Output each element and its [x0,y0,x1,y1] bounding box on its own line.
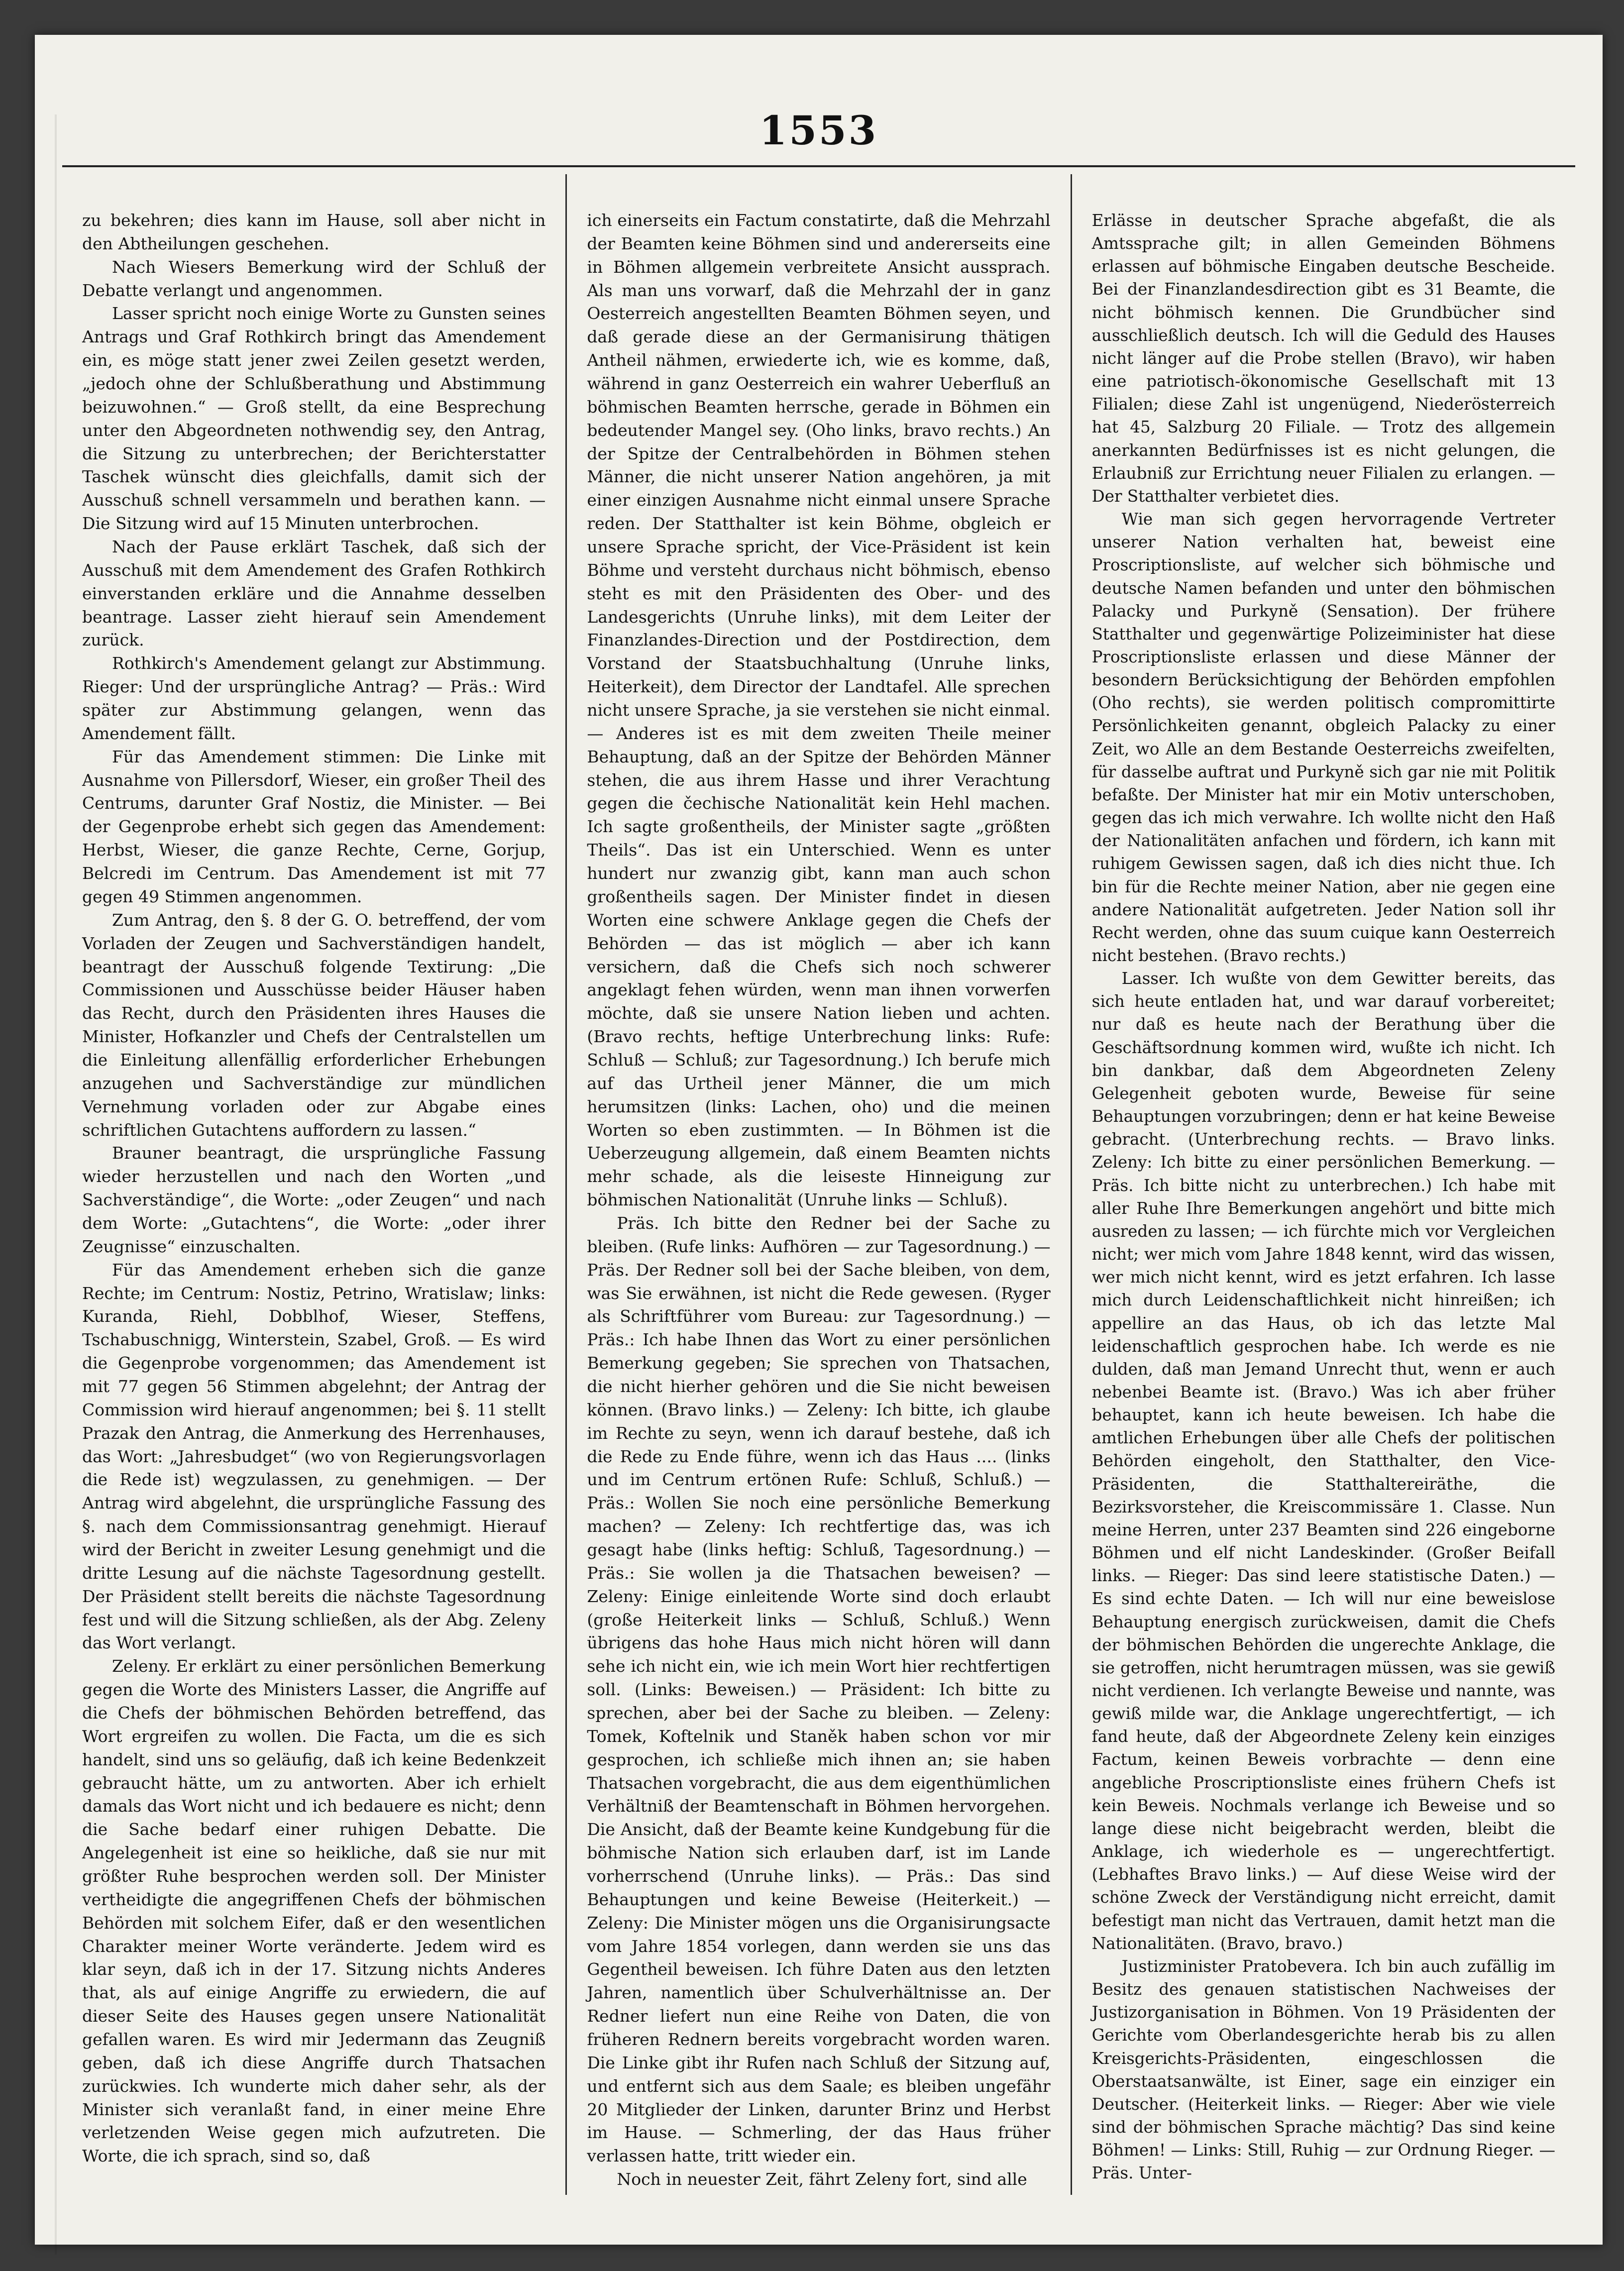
paragraph: zu bekehren; dies kann im Hause, soll aber nicht in den Abtheilungen geschehen. [82,211,546,253]
newspaper-page [35,35,1603,2245]
page-number: 1553 [759,107,878,154]
paragraph: Nach Wiesers Bemerkung wird der Schluß der Debatte verlangt und angenommen. [82,257,546,300]
paragraph: Erlässe in deutscher Sprache abgefaßt, die als Amtssprache gilt; in allen Gemeinden Böhmens erlassen auf böhmische Eingaben deutsche Bescheide. Bei der Finanzlandesdirection gibt es 31 Beamte, die nicht böhmisch kennen. Die Grundbücher sind ausschließlich deutsch. Ich will die Geduld des Hauses nicht länger auf die Probe stellen (Bravo), wir haben eine patriotisch-ökonomische Gesellschaft mit 13 Filialen; diese Zahl ist ungenügend, Niederösterreich hat 45, Salzburg 20 Filiale. — Trotz des allgemein anerkannten Bedürfnisses ist es nicht gelungen, die Erlaubniß zur Errichtung neuer Filialen zu erlangen. — Der Statthalter verbietet dies. [1091,211,1555,506]
paragraph: Rothkirch's Amendement gelangt zur Abstimmung. Rieger: Und der ursprüngliche Antrag? — Präs.: Wird später zur Abstimmung gelangen, wenn das Amendement fällt. [82,653,546,743]
paragraph: Noch in neuester Zeit, fährt Zeleny fort, sind alle [617,2169,1027,2189]
column-left [62,174,565,2195]
paragraph: Zeleny. Er erklärt zu einer persönlichen Bemerkung gegen die Worte des Ministers Lasser, die Angriffe auf die Chefs der böhmischen Behörden betreffend, das Wort ergreifen zu wollen. Die Facta, um die es sich handelt, sind uns so geläufig, daß ich keine Bedenkzeit gebraucht hätte, um zu antworten. Aber ich erhielt damals das Wort nicht und ich bedauere es nicht; denn die Sache bedarf einer ruhigen Debatte. Die Angelegenheit ist eine so heikliche, daß sie nur mit größter Ruhe besprochen werden soll. Der Minister vertheidigte die angegriffenen Chefs der böhmischen Behörden mit solchem Eifer, daß er den wesentlichen Charakter meiner Worte veränderte. Jedem wird es klar seyn, daß ich in der 17. Sitzung nichts Anderes that, als auf einige Angriffe zu erwiedern, die auf dieser Seite des Hauses gegen unsere Nationalität gefallen waren. Es wird mir Jedermann das Zeugniß geben, daß ich diese Angriffe durch Thatsachen zurückwies. Ich wunderte mich daher sehr, als der Minister sich veranlaßt fand, in einer meine Ehre verletzenden Weise gegen mich aufzutreten. Die Worte, die ich sprach, sind so, daß [82,1656,546,2166]
paragraph: Für das Amendement erheben sich die ganze Rechte; im Centrum: Nostiz, Petrino, Wratislaw; links: Kuranda, Riehl, Dobblhof, Wieser, Steffens, Tschabuschnigg, Winterstein, Szabel, Groß. — Es wird die Gegenprobe vorgenommen; das Amendement ist mit 77 gegen 56 Stimmen abgelehnt; der Antrag der Commission wird hierauf angenommen; bei §. 11 stellt Prazak den Antrag, die Anmerkung des Herrenhauses, das Wort: „Jahresbudget“ (wo von Regierungsvorlagen die Rede ist) wegzulassen, zu genehmigen. — Der Antrag wird abgelehnt, die ursprüngliche Fassung des §. nach dem Commissionsantrag genehmigt. Hierauf wird der Bericht in zweiter Lesung genehmigt und die dritte Lesung auf die nächste Tagesordnung gestellt. Der Präsident stellt bereits die nächste Tagesordnung fest und will die Sitzung schließen, als der Abg. Zeleny das Wort verlangt. [82,1260,546,1653]
paragraph: Präs. Ich bitte den Redner bei der Sache zu bleiben. (Rufe links: Aufhören — zur Tagesordnung.) — Präs. Der Redner soll bei der Sache bleiben, von dem, was Sie erwähnen, ist nicht die Rede gewesen. (Ryger als Schriftführer vom Bureau: zur Tagesordnung.) — Präs.: Ich habe Ihnen das Wort zu einer persönlichen Bemerkung gegeben; Sie sprechen von Thatsachen, die nicht hierher gehören und die Sie nicht beweisen können. (Bravo links.) — Zeleny: Ich bitte, ich glaube im Rechte zu seyn, wenn ich darauf bestehe, daß ich die Rede zu Ende führe, wenn ich das Haus .... (links und im Centrum ertönen Rufe: Schluß, Schluß.) — Präs.: Wollen Sie noch eine persönliche Bemerkung machen? — Zeleny: Ich rechtfertige das, was ich gesagt habe (links heftig: Schluß, Tagesordnung.) — Präs.: Sie wollen ja die Thatsachen beweisen? — Zeleny: Einige einleitende Worte sind doch erlaubt (große Heiterkeit links — Schluß, Schluß.) Wenn übrigens das hohe Haus mich nicht hören will dann sehe ich nicht ein, wie ich mein Wort hier rechtfertigen soll. (Links: Beweisen.) — Präsident: Ich bitte zu sprechen, aber bei der Sache zu bleiben. — Zeleny: Tomek, Koftelnik und Staněk haben schon vor mir gesprochen, ich schließe mich ihnen an; sie haben Thatsachen vorgebracht, die aus dem eigenthümlichen Verhältniß der Beamtenschaft in Böhmen hervorgehen. Die Ansicht, daß der Beamte keine Kundgebung für die böhmische Nation sich erlauben darf, ist im Lande vorherrschend (Unruhe links). — Präs.: Das sind Behauptungen und keine Beweise (Heiterkeit.) — Zeleny: Die Minister mögen uns die Organisirungsacte vom Jahre 1854 vorlegen, dann werden sie uns das Gegentheil beweisen. Ich führe Daten aus den letzten Jahren, namentlich über Schulverhältnisse an. Der Redner liefert nun eine Reihe von Daten, die von früheren Rednern bereits vorgebracht worden waren. Die Linke gibt ihr Rufen nach Schluß der Sitzung auf, und entfernt sich aus dem Saale; es bleiben ungefähr 20 Mitglieder der Linken, darunter Brinz und Herbst im Hause. — Schmerling, der das Haus früher verlassen hatte, tritt wieder ein. [587,1213,1051,2166]
header-rule [62,165,1575,167]
paragraph: Nach der Pause erklärt Taschek, daß sich der Ausschuß mit dem Amendement des Grafen Rothkirch einverstanden erkläre und die Annahme desselben beantrage. Lasser zieht hierauf sein Amendement zurück. [82,537,546,650]
paragraph: Brauner beantragt, die ursprüngliche Fassung wieder herzustellen und nach den Worten „und Sachverständige“, die Worte: „oder Zeugen“ und nach dem Worte: „Gutachtens“, die Worte: „oder ihrer Zeugnisse“ einzuschalten. [82,1143,546,1256]
page-edge-shadow [55,114,57,2255]
paragraph: Für das Amendement stimmen: Die Linke mit Ausnahme von Pillersdorf, Wieser, ein großer Theil des Centrums, darunter Graf Nostiz, die Minister. — Bei der Gegenprobe erhebt sich gegen das Amendement: Herbst, Wieser, die ganze Rechte, Cerne, Gorjup, Belcredi im Centrum. Das Amendement ist mit 77 gegen 49 Stimmen angenommen. [82,747,546,906]
paragraph: Wie man sich gegen hervorragende Vertreter unserer Nation verhalten hat, beweist eine Proscriptionsliste, auf welcher sich böhmische und deutsche Namen befanden und unter den böhmischen Palacky und Purkyně (Sensation). Der frühere Statthalter und gegenwärtige Polizeiminister hat diese Proscriptionsliste erlassen und diese Männer der besondern Berücksichtigung der Behörden empfohlen (Oho rechts), sie werden politisch compromittirte Persönlichkeiten genannt, obgleich Palacky zu einer Zeit, wo Alle an dem Bestande Oesterreichs zweifelten, für dasselbe auftrat und Purkyně sich gar nie mit Politik befaßte. Der Minister hat mir ein Motiv unterschoben, gegen das ich mich verwahre. Ich wollte nicht den Haß der Nationalitäten anfachen und fördern, ich kann mit ruhigem Gewissen sagen, daß ich dies nicht thue. Ich bin für die Rechte meiner Nation, aber nie gegen eine andere Nationalität aufgetreten. Jeder Nation soll ihr Recht werden, ohne das suum cuique kann Oesterreich nicht bestehen. (Bravo rechts.) [1091,510,1555,965]
text-columns [62,174,1575,2195]
paragraph: Lasser. Ich wußte von dem Gewitter bereits, das sich heute entladen hat, und war darauf vorbereitet; nur daß es heute nach der Berathung über die Geschäftsordnung kommen wird, wußte ich nicht. Ich bin dankbar, daß dem Abgeordneten Zeleny Gelegenheit geboten wurde, Beweise für seine Behauptungen vorzubringen; denn er hat keine Beweise gebracht. (Unterbrechung rechts. — Bravo links. Zeleny: Ich bitte zu einer persönlichen Bemerkung. — Präs. Ich bitte nicht zu unterbrechen.) Ich habe mit aller Ruhe Ihre Bemerkungen angehört und bitte mich ausreden zu lassen; — ich fürchte mich vor Vergleichen nicht; wer mich vom Jahre 1848 kennt, wird das wissen, wer mich nicht kennt, wird es jetzt erfahren. Ich lasse mich durch Leidenschaftlichkeit nicht hinreißen; ich appellire an das Haus, ob ich das letzte Mal leidenschaftlich gesprochen habe. Ich werde es nie dulden, daß man Jemand Unrecht thut, wenn er auch nebenbei Beamte ist. (Bravo.) Was ich aber früher behauptet, kann ich heute beweisen. Ich habe die amtlichen Erhebungen über alle Chefs der politischen Behörden eingeholt, den Statthalter, den Vice-Präsidenten, die Statthaltereiräthe, die Bezirksvorsteher, die Kreiscommissäre 1. Classe. Nun meine Herren, unter 237 Beamten sind 226 eingeborne Böhmen und elf nicht Landeskinder. (Großer Beifall links. — Rieger: Das sind leere statistische Daten.) — Es sind echte Daten. — Ich will nur eine beweislose Behauptung energisch zurückweisen, damit die Chefs der böhmischen Behörden die ungerechte Anklage, die sie getroffen, nicht herumtragen müssen, was sie gewiß nicht verdienen. Ich verlangte Beweise und nannte, was gewiß milde war, die Anklage ungerechtfertigt, — ich fand heute, daß der Abgeordnete Zeleny kein einziges Factum, keinen Beweis vorbrachte — denn eine angebliche Proscriptionsliste eines frühern Chefs ist kein Beweis. Nochmals verlange ich Beweise und so lange diese nicht beigebracht werden, bleibt die Anklage, ich wiederhole es — ungerechtfertigt. (Lebhaftes Bravo links.) — Auf diese Weise wird der schöne Zweck der Verständigung nicht erreicht, damit befestigt man nicht das Vertrauen, damit hetzt man die Nationalitäten. (Bravo, bravo.) [1091,969,1555,1953]
column-right [1071,174,1575,2195]
paragraph: Zum Antrag, den §. 8 der G. O. betreffend, der vom Vorladen der Zeugen und Sachverständigen handelt, beantragt der Ausschuß folgende Textirung: „Die Commissionen und Ausschüsse beider Häuser haben das Recht, durch den Präsidenten ihres Hauses die Minister, Hofkanzler und Chefs der Centralstellen um die Einleitung allenfällig erforderlicher Erhebungen anzugehen und Sachverständige zur mündlichen Vernehmung vorladen oder zur Abgabe eines schriftlichen Gutachtens auffordern zu lassen.“ [82,910,546,1140]
column-middle [565,174,1070,2195]
paragraph: Justizminister Pratobevera. Ich bin auch zufällig im Besitz des genauen statistischen Nachweises der Justizorganisation in Böhmen. Von 19 Präsidenten der Gerichte vom Oberlandesgerichte herab bis zu allen Kreisgerichts-Präsidenten, eingeschlossen die Oberstaatsanwälte, ist Einer, sage ein einziger ein Deutscher. (Heiterkeit links. — Rieger: Aber wie viele sind der böhmischen Sprache mächtig? Das sind keine Böhmen! — Links: Still, Ruhig — zur Ordnung Rieger. — Präs. Unter- [1091,1956,1555,2183]
paragraph: ich einerseits ein Factum constatirte, daß die Mehrzahl der Beamten keine Böhmen sind und andererseits eine in Böhmen allgemein verbreitete Ansicht aussprach. Als man uns vorwarf, daß die Mehrzahl der in ganz Oesterreich angestellten Beamten Böhmen seyen, und daß gerade diese an der Germanisirung thätigen Antheil nähmen, erwiederte ich, wie es komme, daß, während in ganz Oesterreich ein wahrer Ueberfluß an böhmischen Beamten herrsche, gerade in Böhmen ein bedeutender Mangel sey. (Oho links, bravo rechts.) An der Spitze der Centralbehörden in Böhmen stehen Männer, die nicht unserer Nation angehören, ja mit einer einzigen Ausnahme nicht einmal unsere Sprache reden. Der Statthalter ist kein Böhme, obgleich er unsere Sprache spricht, der Vice-Präsident ist kein Böhme und versteht durchaus nicht böhmisch, ebenso steht es mit den Präsidenten des Ober- und des Landesgerichts (Unruhe links), mit dem Leiter der Finanzlandes-Direction und der Postdirection, dem Vorstand der Staatsbuchhaltung (Unruhe links, Heiterkeit), dem Director der Landtafel. Alle sprechen nicht unsere Sprache, ja sie verstehen sie nicht einmal. — Anderes ist es mit dem zweiten Theile meiner Behauptung, daß an der Spitze der Behörden Männer stehen, die aus ihrem Hasse und ihrer Verachtung gegen die čechische Nationalität kein Hehl machen. Ich sagte großentheils, der Minister sagte „größten Theils“. Das ist ein Unterschied. Wenn es unter hundert nur zwanzig gibt, kann man auch schon großentheils sagen. Der Minister findet in diesen Worten eine schwere Anklage gegen die Chefs der Behörden — das ist möglich — aber ich kann versichern, daß die Chefs sich noch schwerer angeklagt fehen würden, wenn man ihnen vorwerfen möchte, daß sie unsere Nation lieben und achten. (Bravo rechts, heftige Unterbrechung links: Rufe: Schluß — Schluß; zur Tagesordnung.) Ich berufe mich auf das Urtheil jener Männer, die um mich herumsitzen (links: Lachen, oho) und die meinen Worten so eben zustimmten. — In Böhmen ist die Ueberzeugung allgemein, daß einem Beamten nichts mehr schade, als die leiseste Hinneigung zur böhmischen Nationalität (Unruhe links — Schluß). [587,211,1051,1210]
paragraph: Lasser spricht noch einige Worte zu Gunsten seines Antrags und Graf Rothkirch bringt das Amendement ein, es möge statt jener zwei Zeilen gesetzt werden, „jedoch ohne der Schlußberathung und Abstimmung beizuwohnen.“ — Groß stellt, da eine Besprechung unter den Abgeordneten nothwendig sey, den Antrag, die Sitzung zu unterbrechen; der Berichterstatter Taschek wünscht dies gleichfalls, damit sich der Ausschuß schnell versammeln und berathen kann. — Die Sitzung wird auf 15 Minuten unterbrochen. [82,304,546,534]
